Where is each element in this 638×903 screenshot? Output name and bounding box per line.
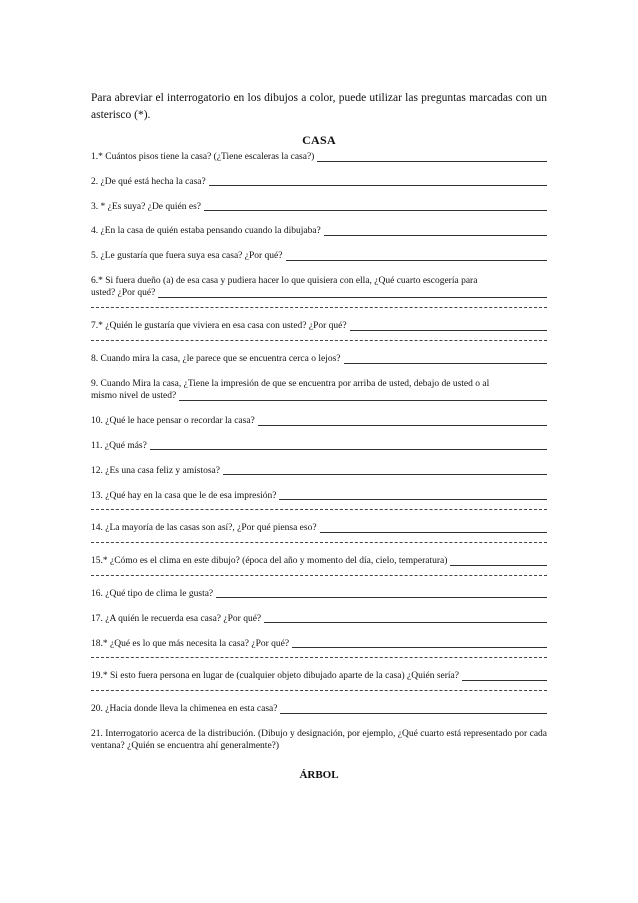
- extra-answer-line[interactable]: [91, 340, 547, 341]
- question-text: 5. ¿Le gustaría que fuera suya esa casa? ¿Por qué?: [91, 251, 283, 262]
- question-text: 15.* ¿Cómo es el clima en este dibujo? (época del año y momento del día, cielo, temperatura): [91, 556, 448, 567]
- question-text: 4. ¿En la casa de quién estaba pensando cuando la dibujaba?: [91, 226, 321, 237]
- answer-line[interactable]: [350, 330, 547, 331]
- question-8: [91, 353, 547, 366]
- extra-answer-line[interactable]: [91, 542, 547, 543]
- question-10: [91, 415, 547, 428]
- question-text: 12. ¿Es una casa feliz y amistosa?: [91, 465, 220, 476]
- question-6: [91, 275, 547, 308]
- answer-line[interactable]: [150, 449, 547, 450]
- question-17: [91, 613, 547, 626]
- question-19: [91, 670, 547, 691]
- question-15: [91, 555, 547, 576]
- question-12: [91, 465, 547, 478]
- answer-line[interactable]: [258, 425, 547, 426]
- extra-answer-line[interactable]: [91, 307, 547, 308]
- answer-line[interactable]: [179, 400, 547, 401]
- question-9: [91, 378, 547, 403]
- question-18: [91, 638, 547, 659]
- answer-line[interactable]: [286, 260, 548, 261]
- question-21: [91, 728, 547, 753]
- question-text: 14. ¿La mayoría de las casas son así?, ¿Por qué piensa eso?: [91, 523, 317, 534]
- answer-line[interactable]: [158, 297, 547, 298]
- answer-line[interactable]: [450, 565, 547, 566]
- question-2: [91, 176, 547, 189]
- answer-line[interactable]: [320, 532, 547, 533]
- question-5: [91, 250, 547, 263]
- question-7: [91, 320, 547, 341]
- answer-line[interactable]: [292, 647, 547, 648]
- intro-paragraph: Para abreviar el interrogatorio en los dibujos a color, puede utilizar las preguntas marcadas con un asterisco (*).: [91, 92, 547, 121]
- answer-line[interactable]: [204, 210, 547, 211]
- answer-line[interactable]: [280, 713, 547, 714]
- question-text: 19.* Si esto fuera persona en lugar de (cualquier objeto dibujado aparte de la casa) ¿Quién sería?: [91, 671, 459, 682]
- question-text: 16. ¿Qué tipo de clima le gusta?: [91, 588, 214, 599]
- question-text: 17. ¿A quién le recuerda esa casa? ¿Por qué?: [91, 613, 262, 624]
- question-text-continued: usted? ¿Por qué?: [91, 288, 156, 299]
- document-content: [91, 90, 547, 781]
- question-4: [91, 225, 547, 238]
- question-text: 8. Cuando mira la casa, ¿le parece que se encuentra cerca o lejos?: [91, 354, 341, 365]
- answer-line[interactable]: [462, 680, 547, 681]
- question-text: 3. * ¿Es suya? ¿De quién es?: [91, 201, 202, 212]
- question-text: 18.* ¿Qué es lo que más necesita la casa? ¿Por qué?: [91, 638, 290, 649]
- answer-line[interactable]: [264, 622, 547, 623]
- question-20: [91, 703, 547, 716]
- answer-line[interactable]: [209, 185, 547, 186]
- question-text: 7.* ¿Quién le gustaría que viviera en esa casa con usted? ¿Por qué?: [91, 321, 347, 332]
- question-1: [91, 151, 547, 164]
- question-text: 11. ¿Qué más?: [91, 440, 147, 451]
- section-title-casa: CASA: [302, 133, 336, 147]
- question-14: [91, 522, 547, 543]
- question-13: [91, 490, 547, 511]
- question-text-continued: mismo nivel de usted?: [91, 391, 177, 402]
- question-text: 1.* Cuántos pisos tiene la casa? (¿Tiene escaleras la casa?): [91, 152, 315, 162]
- extra-answer-line[interactable]: [91, 690, 547, 691]
- answer-line[interactable]: [279, 499, 547, 500]
- answer-line[interactable]: [317, 161, 547, 162]
- question-11: [91, 440, 547, 453]
- answer-line[interactable]: [324, 235, 547, 236]
- section-title-arbol: ÁRBOL: [299, 768, 339, 781]
- extra-answer-line[interactable]: [91, 575, 547, 576]
- answer-line[interactable]: [344, 363, 547, 364]
- question-text: 20. ¿Hacia donde lleva la chimenea en esta casa?: [91, 704, 278, 715]
- question-16: [91, 588, 547, 601]
- question-text: 6.* Si fuera dueño (a) de esa casa y pudiera hacer lo que quisiera con ella, ¿Qué cuarto escogería para: [91, 275, 478, 286]
- extra-answer-line[interactable]: [91, 657, 547, 658]
- question-text: 9. Cuando Mira la casa, ¿Tiene la impresión de que se encuentra por arriba de usted, debajo de usted o al: [91, 378, 490, 389]
- answer-line[interactable]: [216, 597, 547, 598]
- question-3: [91, 201, 547, 214]
- question-text: 13. ¿Qué hay en la casa que le de esa impresión?: [91, 490, 277, 501]
- question-text: 21. Interrogatorio acerca de la distribución. (Dibujo y designación, por ejemplo, ¿Qué cuarto está representado por cada ventana? ¿Quién se encuentra ahí generalmente?): [91, 728, 547, 752]
- question-text: 10. ¿Qué le hace pensar o recordar la casa?: [91, 416, 255, 427]
- answer-line[interactable]: [223, 474, 547, 475]
- question-text: 2. ¿De qué está hecha la casa?: [91, 176, 206, 187]
- extra-answer-line[interactable]: [91, 509, 547, 510]
